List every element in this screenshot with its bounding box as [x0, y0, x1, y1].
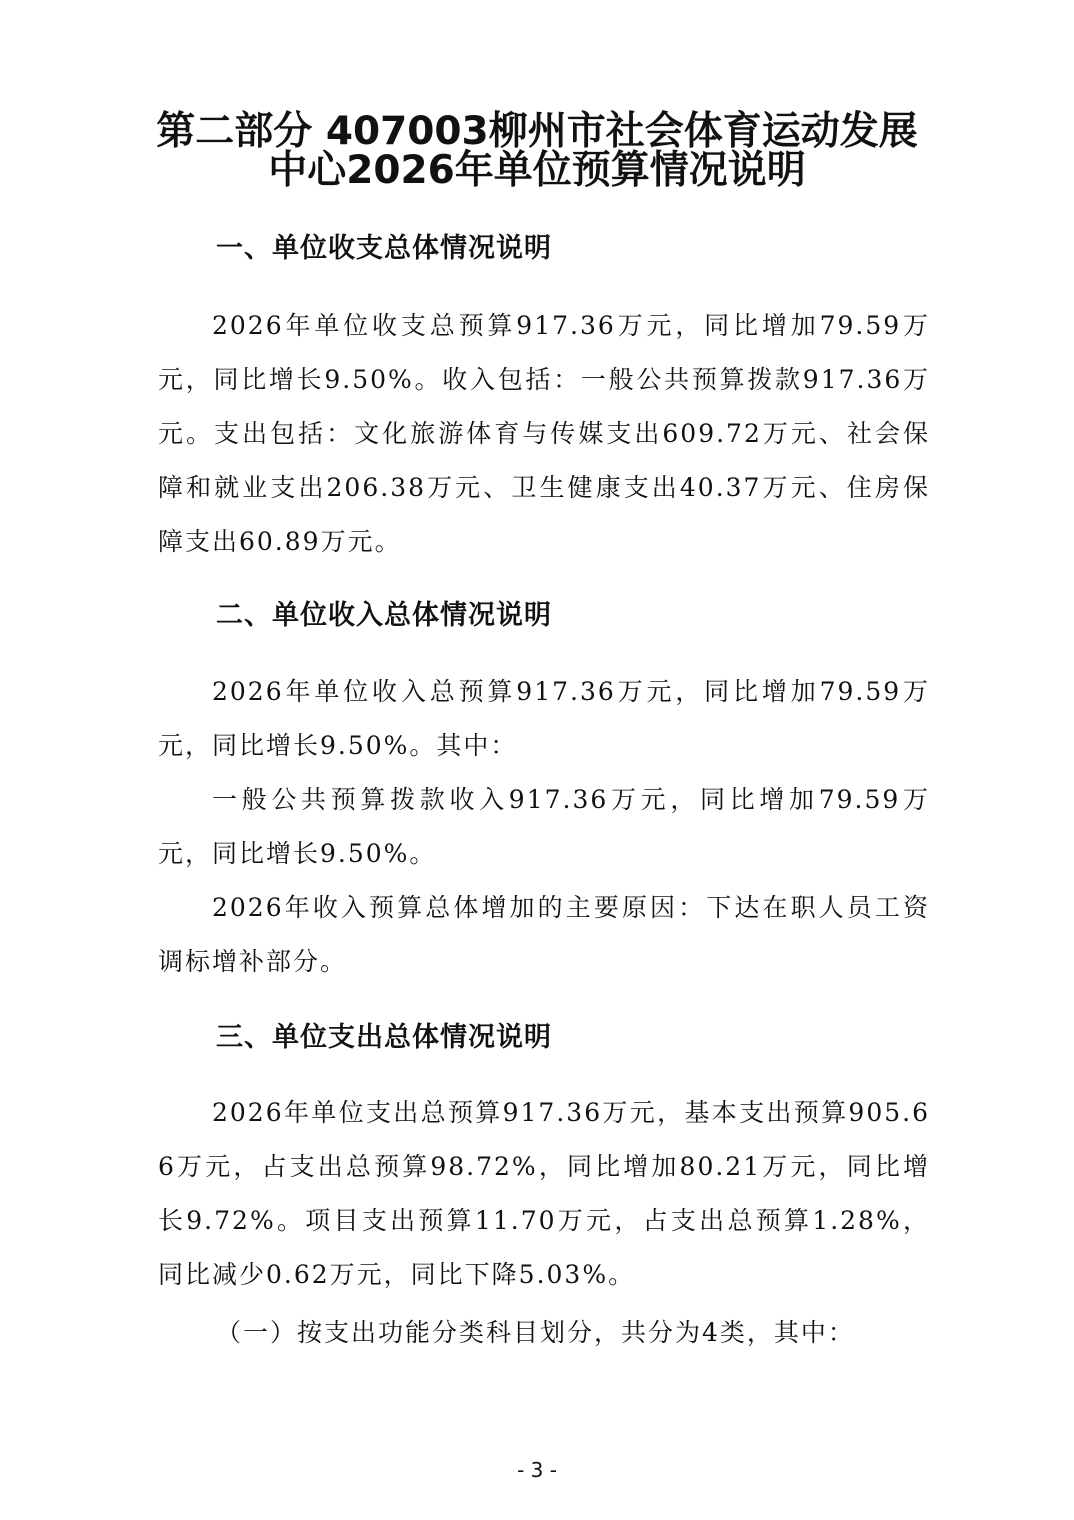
page-title-line-1: 第二部分 407003柳州市社会体育运动发展 — [156, 109, 918, 154]
section-3-paragraph-1: 2026年单位支出总预算917.36万元，基本支出预算905.66万元，占支出总预算98.72%，同比增加80.21万元，同比增长9.72%。项目支出预算11.70万元，占支出总预算1.28%，同比减少0.62万元，同比下降5.03%。 — [158, 1098, 930, 1289]
section-heading-2: 二、单位收入总体情况说明 — [216, 600, 552, 631]
section-3-paragraph-2: （一）按支出功能分类科目划分，共分为4类，其中： — [216, 1318, 855, 1347]
page-number: - 3 - — [517, 1458, 557, 1482]
section-heading-3: 三、单位支出总体情况说明 — [216, 1022, 552, 1053]
section-heading-1: 一、单位收支总体情况说明 — [216, 233, 552, 264]
section-2-paragraph-3: 2026年收入预算总体增加的主要原因：下达在职人员工资调标增补部分。 — [158, 893, 930, 976]
page-title-line-2: 中心2026年单位预算情况说明 — [268, 148, 806, 193]
section-2-paragraph-1: 2026年单位收入总预算917.36万元，同比增加79.59万元，同比增长9.50%。其中： — [158, 677, 930, 760]
section-1-paragraph-1: 2026年单位收支总预算917.36万元，同比增加79.59万元，同比增长9.50%。收入包括：一般公共预算拨款917.36万元。支出包括：文化旅游体育与传媒支出609.72万元、社会保障和就业支出206.38万元、卫生健康支出40.37万元、住房保障支出60.89万元。 — [158, 311, 930, 556]
section-2-paragraph-2: 一般公共预算拨款收入917.36万元，同比增加79.59万元，同比增长9.50%。 — [158, 785, 930, 868]
